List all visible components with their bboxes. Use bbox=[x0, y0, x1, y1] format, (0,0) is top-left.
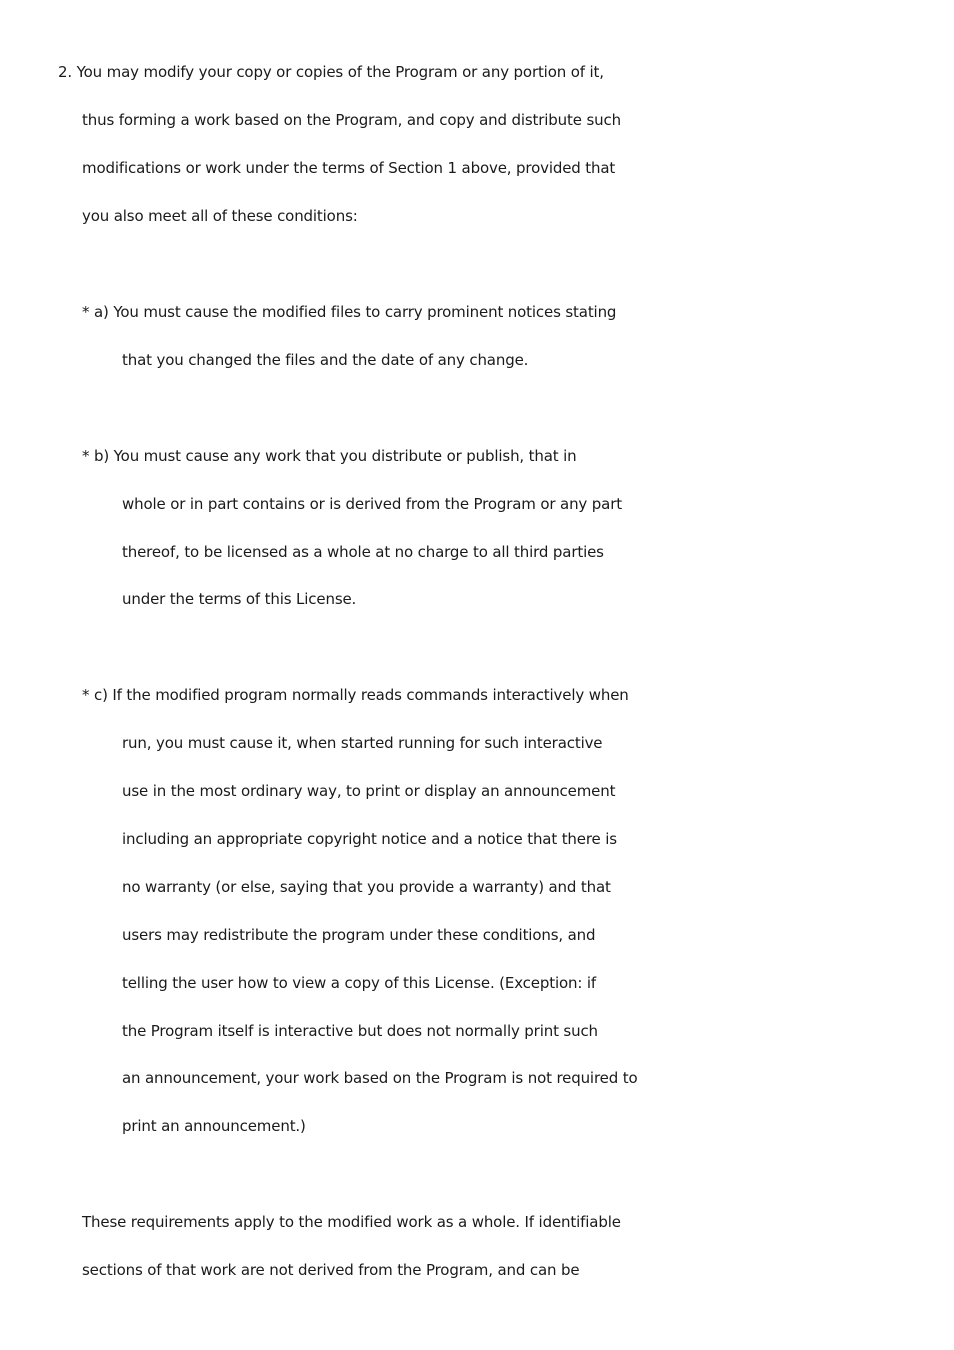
text-line: the Program itself is interactive but does not normally print such bbox=[122, 1022, 598, 1040]
text-line: use in the most ordinary way, to print or display an announcement bbox=[122, 782, 616, 800]
text-line: no warranty (or else, saying that you provide a warranty) and that bbox=[122, 878, 611, 896]
text-line: * b) You must cause any work that you distribute or publish, that in bbox=[82, 447, 577, 465]
text-line: under the terms of this License. bbox=[122, 590, 357, 608]
text-line: sections of that work are not derived from the Program, and can be bbox=[82, 1261, 580, 1279]
text-line: whole or in part contains or is derived from the Program or any part bbox=[122, 495, 622, 513]
text-line: modifications or work under the terms of Section 1 above, provided that bbox=[82, 159, 616, 177]
text-line: * a) You must cause the modified files to carry prominent notices stating bbox=[82, 303, 617, 321]
text-line: you also meet all of these conditions: bbox=[82, 207, 358, 225]
text-line: run, you must cause it, when started running for such interactive bbox=[122, 734, 603, 752]
text-line: an announcement, your work based on the Program is not required to bbox=[122, 1069, 638, 1087]
text-line: These requirements apply to the modified work as a whole. If identifiable bbox=[82, 1213, 621, 1231]
text-line: thus forming a work based on the Program, and copy and distribute such bbox=[82, 111, 621, 129]
text-line: print an announcement.) bbox=[122, 1117, 306, 1135]
text-line: telling the user how to view a copy of this License. (Exception: if bbox=[122, 974, 597, 992]
text-line: * c) If the modified program normally reads commands interactively when bbox=[82, 686, 629, 704]
text-line: 2. You may modify your copy or copies of the Program or any portion of it, bbox=[58, 63, 604, 81]
text-line: users may redistribute the program under these conditions, and bbox=[122, 926, 596, 944]
text-line: that you changed the files and the date of any change. bbox=[122, 351, 529, 369]
text-line: including an appropriate copyright notice and a notice that there is bbox=[122, 830, 617, 848]
text-line: thereof, to be licensed as a whole at no charge to all third parties bbox=[122, 543, 604, 561]
